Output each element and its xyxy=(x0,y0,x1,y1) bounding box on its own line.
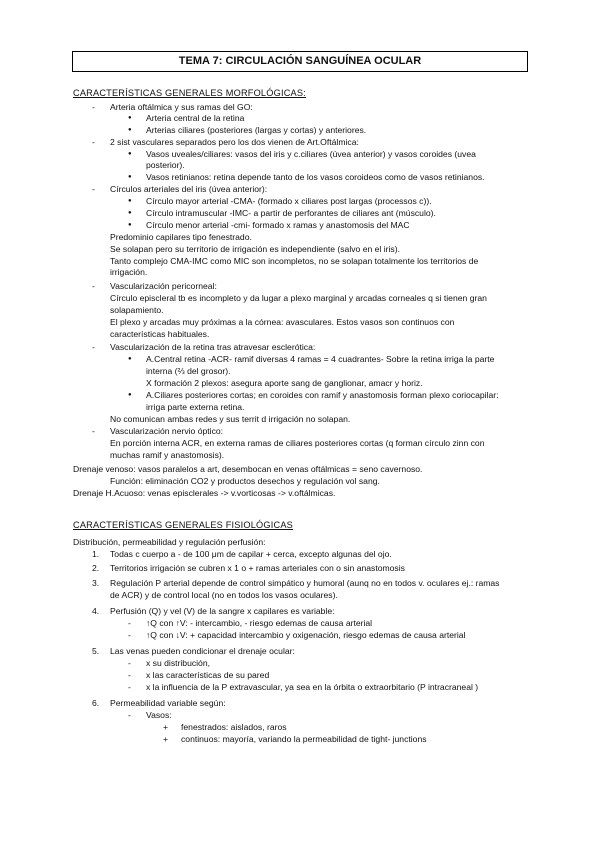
text-line: Todas c cuerpo a - de 100 μm de capilar + cerca, excepto algunas del ojo. xyxy=(110,549,392,559)
bullet-marker: ● xyxy=(128,115,132,121)
text-line: fenestrados: aislados, raros xyxy=(181,722,287,732)
plus-marker: + xyxy=(163,734,169,744)
bullet-marker: ● xyxy=(128,174,132,180)
dash-marker: - xyxy=(92,281,95,291)
text-line: Arteria oftálmica y sus ramas del GO: xyxy=(110,102,253,112)
text-line: posterior). xyxy=(146,160,185,170)
number-marker: 5. xyxy=(92,646,100,656)
dash-marker: - xyxy=(128,618,131,628)
bullet-marker: ● xyxy=(128,392,132,398)
number-marker: 2. xyxy=(92,563,100,573)
dash-marker: - xyxy=(92,137,95,147)
text-line: Territorios irrigación se cubren x 1 o + ramas arteriales con o sin anastomosis xyxy=(110,563,405,573)
dash-marker: - xyxy=(128,658,131,668)
text-line: Vasos: xyxy=(146,710,172,720)
text-line: x su distribución, xyxy=(146,658,211,668)
bullet-marker: ● xyxy=(128,151,132,157)
dash-marker: - xyxy=(92,184,95,194)
text-line: Arteria central de la retina xyxy=(146,113,245,123)
section-heading-morfologicas: CARACTERÍSTICAS GENERALES MORFOLÓGICAS: xyxy=(73,88,306,98)
bullet-marker: ● xyxy=(128,356,132,362)
number-marker: 1. xyxy=(92,549,100,559)
page-title: TEMA 7: CIRCULACIÓN SANGUÍNEA OCULAR xyxy=(72,51,528,72)
text-line: Las venas pueden condicionar el drenaje ocular: xyxy=(110,646,295,656)
text-line: Vasos uveales/ciliares: vasos del iris y c.ciliares (úvea anterior) y vasos coroides (uvea xyxy=(146,149,476,159)
text-line: A.Central retina -ACR- ramif diversas 4 ramas = 4 cuadrantes- Sobre la retina irriga la parte xyxy=(146,354,495,364)
text-line: No comunican ambas redes y sus territ d irrigación no solapan. xyxy=(110,414,351,424)
dash-marker: - xyxy=(92,342,95,352)
dash-marker: - xyxy=(92,426,95,436)
text-line: Se solapan pero su territorio de irrigación es independiente (salvo en el iris). xyxy=(110,244,400,254)
text-line: irriga parte externa retina. xyxy=(146,402,245,412)
text-line: interna (⅔ del grosor). xyxy=(146,366,231,376)
text-line: solapamiento. xyxy=(110,305,164,315)
text-line: Drenaje venoso: vasos paralelos a art, desembocan en venas oftálmicas = seno cavernoso. xyxy=(73,464,423,474)
text-line: irrigación. xyxy=(110,267,148,277)
number-marker: 6. xyxy=(92,698,100,708)
text-line: El plexo y arcadas muy próximas a la córnea: avasculares. Estos vasos son continuos con xyxy=(110,317,455,327)
text-line: Drenaje H.Acuoso: venas episclerales -> v.vorticosas -> v.oftálmicas. xyxy=(73,488,336,498)
text-line: Predominio capilares tipo fenestrado. xyxy=(110,232,252,242)
text-line: Círculo episcleral tb es incompleto y da lugar a plexo marginal y arcadas corneales q si tienen gran xyxy=(110,293,487,303)
text-line: de ACR) y de control local (no en todos los vasos oculares). xyxy=(110,590,338,600)
text-line: Perfusión (Q) y vel (V) de la sangre x capilares es variable: xyxy=(110,606,335,616)
number-marker: 4. xyxy=(92,606,100,616)
section-heading-fisiologicas: CARACTERÍSTICAS GENERALES FISIOLÓGICAS xyxy=(73,520,293,530)
bullet-marker: ● xyxy=(128,210,132,216)
number-marker: 3. xyxy=(92,578,100,588)
text-line: Vascularización nervio óptico: xyxy=(110,426,224,436)
text-line: ↑Q con ↓V: + capacidad intercambio y oxigenación, riesgo edemas de causa arterial xyxy=(146,630,466,640)
dash-marker: - xyxy=(128,682,131,692)
text-line: x las características de su pared xyxy=(146,670,270,680)
text-line: En porción interna ACR, en externa ramas de ciliares posteriores cortas (q forman círculo zinn con xyxy=(110,438,485,448)
text-line: Círculo menor arterial -cmi- formado x ramas y anastomosis del MAC xyxy=(146,220,410,230)
bullet-marker: ● xyxy=(128,198,132,204)
text-line: Distribución, permeabilidad y regulación perfusión: xyxy=(73,537,266,547)
text-line: Círculos arteriales del iris (úvea anterior): xyxy=(110,184,268,194)
text-line: continuos: mayoría, variando la permeabilidad de tight- junctions xyxy=(181,734,427,744)
dash-marker: - xyxy=(128,630,131,640)
text-line: X formación 2 plexos: asegura aporte sang de ganglionar, amacr y horiz. xyxy=(146,378,423,388)
text-line: Tanto complejo CMA-IMC como MIC son incompletos, no se solapan totalmente los territorios de xyxy=(110,256,479,266)
bullet-marker: ● xyxy=(128,222,132,228)
text-line: ↑Q con ↑V: - intercambio, - riesgo edemas de causa arterial xyxy=(146,618,373,628)
text-line: muchas ramif y anastomosis). xyxy=(110,450,225,460)
text-line: Círculo mayor arterial -CMA- (formado x ciliares post largas (processos c)). xyxy=(146,196,432,206)
text-line: Vasos retinianos: retina depende tanto de los vasos coroideos como de vasos retinianos. xyxy=(146,172,485,182)
text-line: A.Ciliares posteriores cortas; en coroides con ramif y anastomosis forman plexo coriocapilar: xyxy=(146,390,499,400)
text-line: Vascularización de la retina tras atravesar esclerótica: xyxy=(110,342,316,352)
text-line: Regulación P arterial depende de control simpático y humoral (aunq no en todos v. oculares ej.: ramas xyxy=(110,578,500,588)
dash-marker: - xyxy=(128,670,131,680)
dash-marker: - xyxy=(128,710,131,720)
text-line: x la influencia de la P extravascular, ya sea en la órbita o extraorbitario (P intracraneal ) xyxy=(146,682,479,692)
dash-marker: - xyxy=(92,102,95,112)
text-line: Permeabilidad variable según: xyxy=(110,698,226,708)
text-line: Arterias ciliares (posteriores (largas y cortas) y anteriores. xyxy=(146,125,367,135)
plus-marker: + xyxy=(163,722,169,732)
text-line: características habituales. xyxy=(110,329,210,339)
bullet-marker: ● xyxy=(128,127,132,133)
text-line: Círculo intramuscular -IMC- a partir de perforantes de ciliares ant (músculo). xyxy=(146,208,436,218)
text-line: 2 sist vasculares separados pero los dos vienen de Art.Oftálmica: xyxy=(110,137,359,147)
text-line: Vascularización pericorneal: xyxy=(110,281,217,291)
text-line: Función: eliminación CO2 y productos desechos y regulación vol sang. xyxy=(110,476,380,486)
